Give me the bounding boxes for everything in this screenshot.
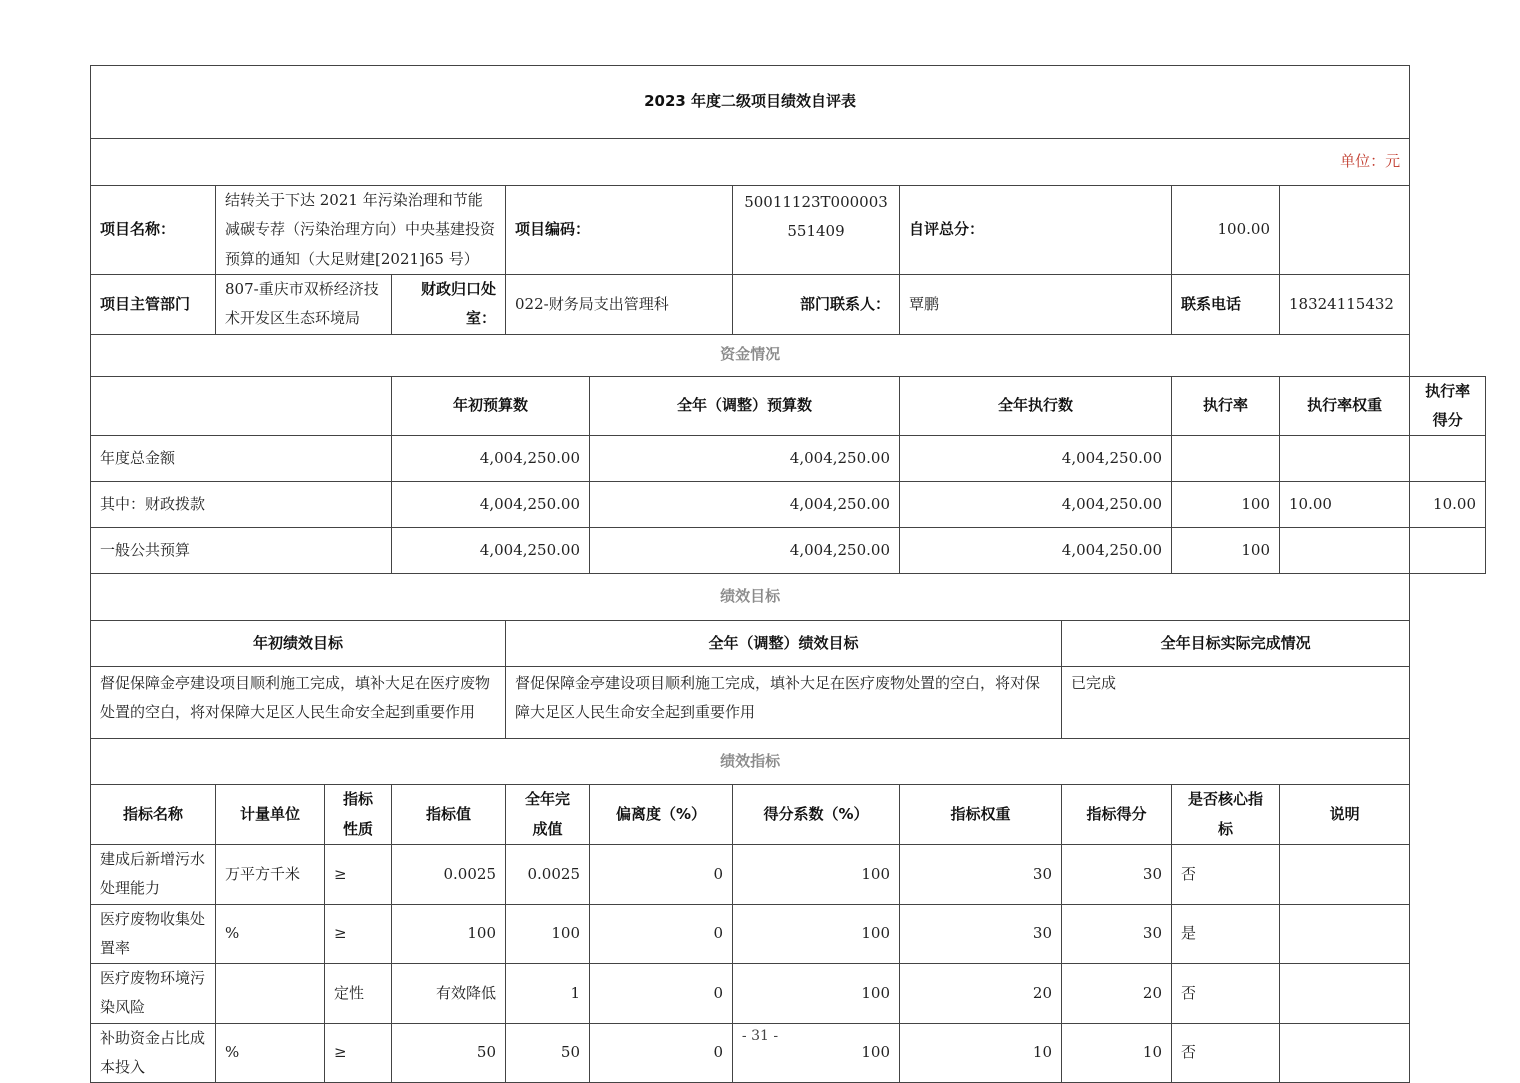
- page-title: 2023 年度二级项目绩效自评表: [91, 66, 1410, 139]
- funds-score: [1410, 528, 1486, 574]
- funds-row-label: 其中：财政拨款: [91, 482, 392, 528]
- ind-header-name: 指标名称: [91, 785, 216, 845]
- ind-name: 医疗废物收集处置率: [91, 904, 216, 964]
- finance-office: 022-财务局支出管理科: [506, 275, 733, 335]
- funds-initial: 4,004,250.00: [392, 482, 590, 528]
- ind-weight: 30: [900, 845, 1062, 905]
- ind-weight: 10: [900, 1023, 1062, 1083]
- ind-note: [1280, 845, 1410, 905]
- goals-header-actual: 全年目标实际完成情况: [1062, 621, 1410, 667]
- ind-done: 50: [506, 1023, 590, 1083]
- ind-name: 建成后新增污水处理能力: [91, 845, 216, 905]
- performance-table: [90, 65, 1486, 1083]
- funds-row: [91, 528, 1486, 574]
- funds-header-rate: 执行率: [1172, 376, 1280, 436]
- phone-number: 18324115432: [1280, 275, 1410, 335]
- funds-initial: 4,004,250.00: [392, 436, 590, 482]
- funds-score: 10.00: [1410, 482, 1486, 528]
- ind-score: 10: [1062, 1023, 1172, 1083]
- funds-executed: 4,004,250.00: [900, 482, 1172, 528]
- funds-executed: 4,004,250.00: [900, 436, 1172, 482]
- ind-nature: ≥: [325, 845, 392, 905]
- funds-initial: 4,004,250.00: [392, 528, 590, 574]
- funds-header-score: 执行率得分: [1410, 376, 1486, 436]
- funds-header-weight: 执行率权重: [1280, 376, 1410, 436]
- ind-done: 0.0025: [506, 845, 590, 905]
- ind-coefficient: 100: [733, 1023, 900, 1083]
- ind-name: 医疗废物环境污染风险: [91, 964, 216, 1024]
- goals-header-initial: 年初绩效目标: [91, 621, 506, 667]
- funds-weight: 10.00: [1280, 482, 1410, 528]
- indicator-row: [91, 964, 1486, 1024]
- ind-deviation: 0: [590, 1023, 733, 1083]
- ind-header-deviation: 偏离度（%）: [590, 785, 733, 845]
- page-number: - 31 -: [741, 1028, 779, 1044]
- ind-note: [1280, 904, 1410, 964]
- ind-unit: %: [216, 1023, 325, 1083]
- ind-weight: 30: [900, 904, 1062, 964]
- funds-adjusted: 4,004,250.00: [590, 482, 900, 528]
- ind-unit: [216, 964, 325, 1024]
- goals-section-title: 绩效目标: [91, 574, 1410, 621]
- goal-adjusted-text: 督促保障金亭建设项目顺利施工完成，填补大足在医疗废物处置的空白，将对保障大足区人民生命安全起到重要作用: [506, 667, 1062, 739]
- funds-rate: 100: [1172, 482, 1280, 528]
- funds-row-label: 一般公共预算: [91, 528, 392, 574]
- funds-adjusted: 4,004,250.00: [590, 528, 900, 574]
- ind-header-value: 指标值: [392, 785, 506, 845]
- ind-core: 否: [1172, 845, 1280, 905]
- self-score-label: 自评总分：: [900, 186, 1172, 275]
- empty-cell: [1280, 186, 1410, 275]
- ind-score: 20: [1062, 964, 1172, 1024]
- indicators-section-title: 绩效指标: [91, 739, 1410, 785]
- indicator-row: [91, 904, 1486, 964]
- ind-coefficient: 100: [733, 845, 900, 905]
- project-code-label: 项目编码：: [506, 186, 733, 275]
- ind-done: 100: [506, 904, 590, 964]
- indicator-row: [91, 845, 1486, 905]
- ind-header-score: 指标得分: [1062, 785, 1172, 845]
- ind-deviation: 0: [590, 964, 733, 1024]
- ind-unit: 万平方千米: [216, 845, 325, 905]
- ind-deviation: 0: [590, 845, 733, 905]
- ind-header-nature: 指标性质: [325, 785, 392, 845]
- goal-actual-text: 已完成: [1062, 667, 1410, 739]
- ind-core: 是: [1172, 904, 1280, 964]
- ind-score: 30: [1062, 904, 1172, 964]
- funds-rate: [1172, 436, 1280, 482]
- ind-coefficient: 100: [733, 904, 900, 964]
- ind-nature: 定性: [325, 964, 392, 1024]
- self-score: 100.00: [1172, 186, 1280, 275]
- contact-name: 覃鹏: [900, 275, 1172, 335]
- funds-adjusted: 4,004,250.00: [590, 436, 900, 482]
- ind-core: 否: [1172, 964, 1280, 1024]
- ind-score: 30: [1062, 845, 1172, 905]
- funds-header-executed: 全年执行数: [900, 376, 1172, 436]
- ind-deviation: 0: [590, 904, 733, 964]
- ind-nature: ≥: [325, 1023, 392, 1083]
- funds-weight: [1280, 528, 1410, 574]
- funds-section-title: 资金情况: [91, 334, 1410, 376]
- dept-label: 项目主管部门: [91, 275, 216, 335]
- ind-header-done: 全年完成值: [506, 785, 590, 845]
- ind-value: 100: [392, 904, 506, 964]
- funds-header-initial: 年初预算数: [392, 376, 590, 436]
- project-name: 结转关于下达 2021 年污染治理和节能减碳专荐（污染治理方向）中央基建投资预算的通知（大足财建[2021]65 号）: [216, 186, 506, 275]
- funds-weight: [1280, 436, 1410, 482]
- funds-row: [91, 436, 1486, 482]
- ind-header-note: 说明: [1280, 785, 1410, 845]
- unit-label: 单位：元: [91, 139, 1410, 186]
- ind-note: [1280, 964, 1410, 1024]
- funds-row-label: 年度总金额: [91, 436, 392, 482]
- ind-nature: ≥: [325, 904, 392, 964]
- funds-rate: 100: [1172, 528, 1280, 574]
- ind-done: 1: [506, 964, 590, 1024]
- phone-label: 联系电话: [1172, 275, 1280, 335]
- project-code: 50011123T000003551409: [733, 186, 900, 275]
- funds-executed: 4,004,250.00: [900, 528, 1172, 574]
- ind-header-core: 是否核心指标: [1172, 785, 1280, 845]
- ind-value: 0.0025: [392, 845, 506, 905]
- ind-core: 否: [1172, 1023, 1280, 1083]
- finance-label: 财政归口处室：: [392, 275, 506, 335]
- funds-header-blank: [91, 376, 392, 436]
- ind-value: 50: [392, 1023, 506, 1083]
- funds-row: [91, 482, 1486, 528]
- goals-header-adjusted: 全年（调整）绩效目标: [506, 621, 1062, 667]
- dept: 807-重庆市双桥经济技术开发区生态环境局: [216, 275, 392, 335]
- project-name-label: 项目名称：: [91, 186, 216, 275]
- ind-unit: %: [216, 904, 325, 964]
- contact-label: 部门联系人：: [733, 275, 900, 335]
- ind-header-coefficient: 得分系数（%）: [733, 785, 900, 845]
- ind-value: 有效降低: [392, 964, 506, 1024]
- ind-header-weight: 指标权重: [900, 785, 1062, 845]
- funds-score: [1410, 436, 1486, 482]
- ind-header-unit: 计量单位: [216, 785, 325, 845]
- goal-initial-text: 督促保障金亭建设项目顺利施工完成，填补大足在医疗废物处置的空白，将对保障大足区人民生命安全起到重要作用: [91, 667, 506, 739]
- funds-header-adjusted: 全年（调整）预算数: [590, 376, 900, 436]
- ind-coefficient: 100: [733, 964, 900, 1024]
- ind-name: 补助资金占比成本投入: [91, 1023, 216, 1083]
- ind-weight: 20: [900, 964, 1062, 1024]
